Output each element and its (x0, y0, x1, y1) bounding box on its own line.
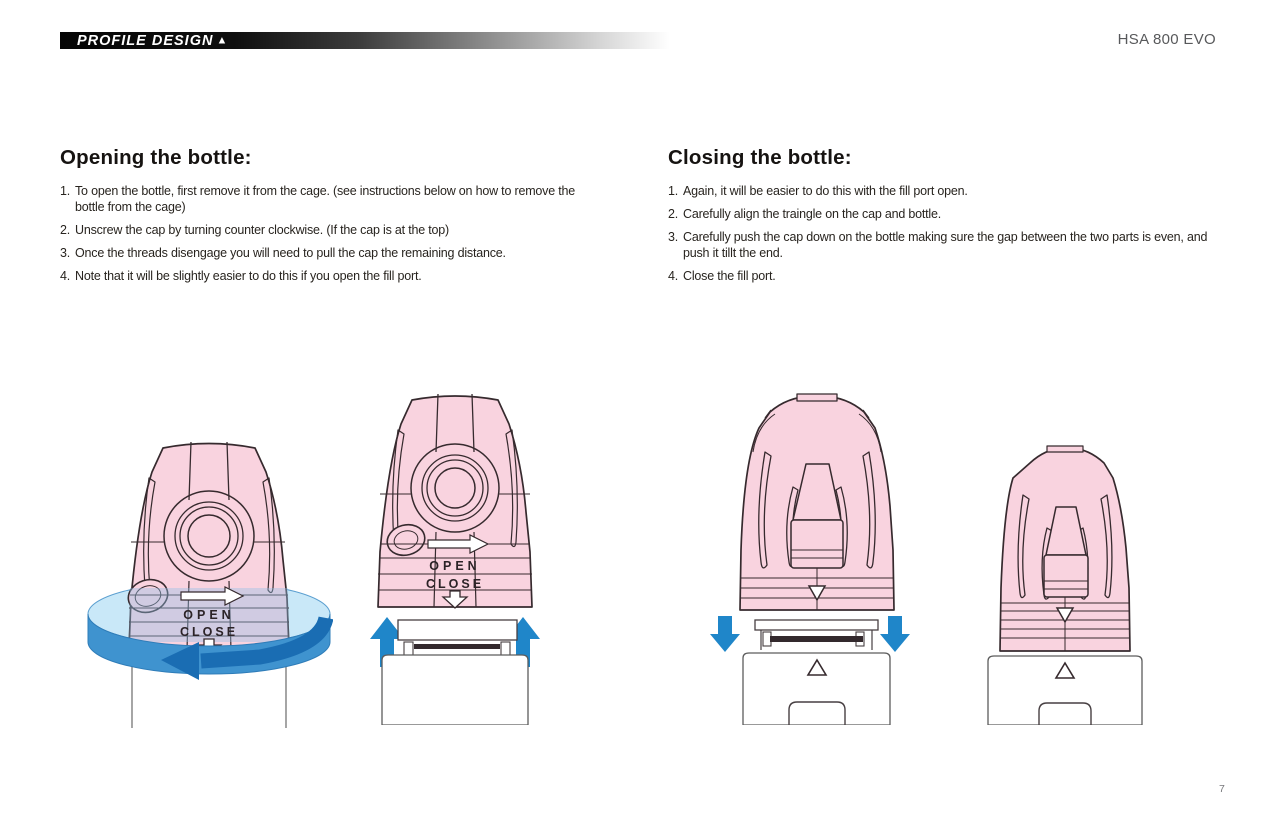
step-item (60, 268, 616, 284)
step-list (668, 183, 1216, 284)
figure-pull-cap-up (362, 392, 548, 725)
open-label: OPEN (429, 559, 481, 573)
section-title: Opening the bottle: (60, 146, 252, 169)
step-text: To open the bottle, first remove it from the cage. (see instructions below on how to remove the bottle from the cage) (75, 184, 576, 215)
step-text: Once the threads disengage you will need to pull the cap the remaining distance. (75, 245, 506, 260)
bottle-neck (398, 620, 517, 656)
section-closing-the-bottle (668, 146, 1216, 290)
step-number: 2. (60, 223, 71, 237)
figure-cap-closed (985, 443, 1147, 725)
bottle-body (382, 655, 528, 725)
step-number: 3. (60, 245, 71, 260)
bottle-cap-front (378, 394, 532, 607)
section-title: Closing the bottle: (668, 146, 852, 169)
step-item (668, 183, 1216, 199)
page-number: 7 (1219, 783, 1225, 795)
step-item (60, 222, 616, 238)
step-number: 3. (668, 229, 679, 244)
step-text: Carefully push the cap down on the bottle making sure the gap between the two parts is even, and push it tillt the end. (683, 229, 1208, 260)
close-label: CLOSE (179, 625, 239, 639)
brand-name: PROFILE DESIGN (77, 32, 214, 49)
step-text: Carefully align the traingle on the cap and bottle. (683, 206, 942, 221)
step-number: 1. (668, 184, 679, 198)
brand-triangle-icon: ▲ (216, 34, 229, 46)
step-list (60, 183, 616, 284)
figure-push-cap-down (705, 392, 915, 725)
open-label: OPEN (183, 608, 235, 622)
step-item (668, 229, 1216, 262)
down-arrow-icon (880, 634, 910, 652)
down-arrow-icon (718, 616, 732, 634)
step-text: Note that it will be slightly easier to do this if you open the fill port. (75, 268, 422, 283)
step-item (60, 245, 616, 261)
step-text: Unscrew the cap by turning counter clockwise. (If the cap is at the top) (75, 223, 449, 237)
step-number: 4. (668, 268, 679, 283)
product-name: HSA 800 EVO (1117, 31, 1216, 48)
step-text: Again, it will be easier to do this with the fill port open. (683, 184, 968, 198)
figure-unscrew-cap-rotation (85, 438, 333, 728)
step-item (668, 268, 1216, 284)
step-item (60, 183, 616, 216)
header-brand-bar (60, 32, 682, 49)
step-text: Close the fill port. (683, 268, 776, 283)
step-number: 4. (60, 268, 71, 283)
step-number: 2. (668, 206, 679, 221)
down-arrow-icon (710, 634, 740, 652)
close-label: CLOSE (425, 577, 485, 591)
section-opening-the-bottle (60, 146, 616, 290)
step-item (668, 206, 1216, 222)
bottle-cap-inside (740, 394, 894, 610)
bottle-fill-port-open (755, 620, 878, 650)
down-arrow-icon (888, 616, 902, 634)
step-number: 1. (60, 184, 71, 198)
brand-logo (60, 33, 228, 49)
